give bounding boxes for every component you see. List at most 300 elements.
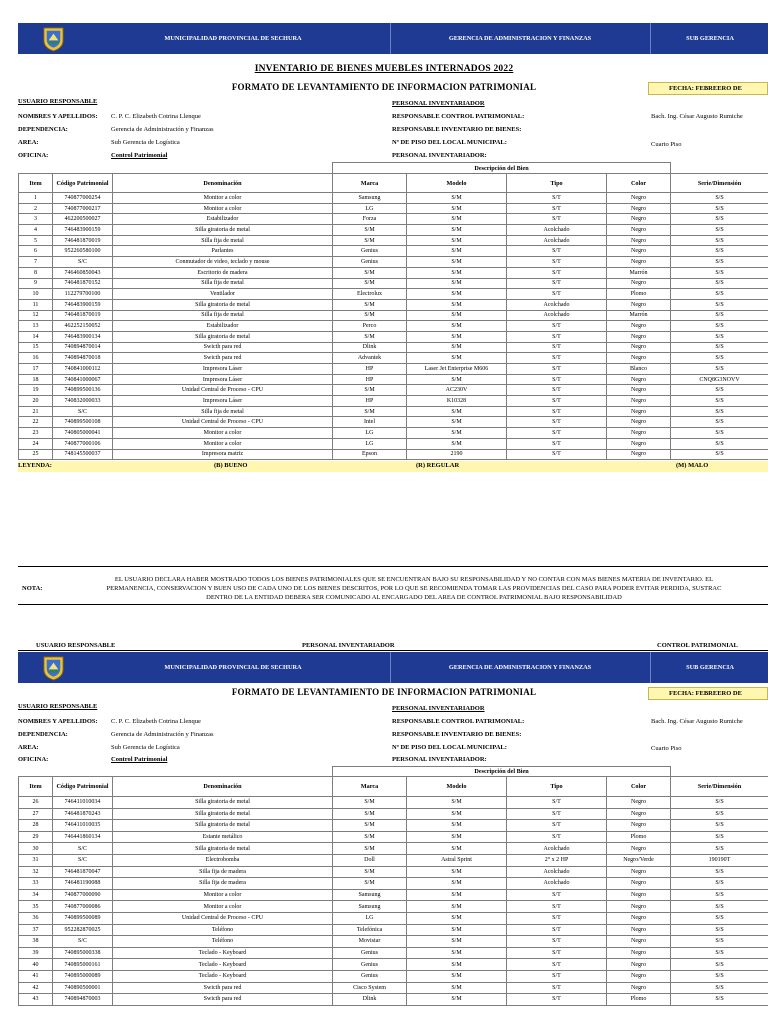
header-banner-2 [18,652,768,683]
table-cell: Samsung [333,901,407,913]
table-cell: S/M [407,235,507,246]
table-cell: Genius [333,246,407,257]
table-cell: 740895000089 [53,970,113,982]
table-cell: S/S [671,225,768,236]
table-cell: 740890500001 [53,982,113,994]
table-cell: S/M [333,225,407,236]
table-cell: S/C [53,406,113,417]
column-header: Código Patrimonial [53,174,113,193]
table-cell: Silla fija de madera [113,878,333,890]
table-row [19,924,768,936]
table-cell: S/M [407,374,507,385]
table-row [19,982,768,994]
table-cell: 41 [19,970,53,982]
table-cell: S/T [507,278,607,289]
table-cell: 746411010034 [53,797,113,809]
table-cell: Negro [607,843,671,855]
table-cell: Negro [607,353,671,364]
table-row [19,193,768,204]
dependencia-label: DEPENDENCIA: [18,126,68,133]
dependencia-value: Gerencia de Administración y Finanzas [111,731,214,738]
column-header: Modelo [407,777,507,797]
table-cell: 40 [19,959,53,971]
table-cell: 32 [19,866,53,878]
legend-label: LEYENDA: [18,462,52,469]
table-cell: S/M [407,901,507,913]
table-cell: S/S [671,831,768,843]
table-cell: S/M [407,193,507,204]
table-row [19,878,768,890]
table-cell: S/S [671,214,768,225]
table-cell: 740894870014 [53,342,113,353]
table-cell: Estabilizador [113,214,333,225]
table-cell: S/T [507,214,607,225]
table-cell: Samsung [333,889,407,901]
table-row [19,225,768,236]
table-cell: 740832000033 [53,396,113,407]
table-cell: 6 [19,246,53,257]
table-cell: Impresora matriz [113,449,333,460]
column-header: Item [19,777,53,797]
table-row [19,353,768,364]
table-cell: 34 [19,889,53,901]
table-cell: 740877000086 [53,901,113,913]
table-row [19,364,768,375]
column-header: Item [19,174,53,193]
table-row [19,901,768,913]
table-cell: S/S [671,267,768,278]
table-cell: S/S [671,417,768,428]
resp-inventario-label: RESPONSABLE INVENTARIO DE BIENES: [392,731,522,738]
table-cell: Negro [607,820,671,832]
legend-malo: (M) MALO [676,462,709,469]
table-cell: LG [333,912,407,924]
table-cell: S/S [671,193,768,204]
table-cell: Negro [607,982,671,994]
table-cell: 39 [19,947,53,959]
table-cell: Negro [607,385,671,396]
table-cell: 27 [19,808,53,820]
table-cell: S/M [407,982,507,994]
table-cell: HP [333,374,407,385]
table-cell: 38 [19,936,53,948]
table-cell: Plomo [607,994,671,1006]
table-cell: 11 [19,299,53,310]
piso-label: Nº DE PISO DEL LOCAL MUNICIPAL: [392,744,507,751]
table-cell: Acolchado [507,310,607,321]
table-cell: Negro [607,299,671,310]
table-cell: 23 [19,428,53,439]
table-cell: S/S [671,947,768,959]
table-cell: Silla fija de madera [113,866,333,878]
piso-label: Nº DE PISO DEL LOCAL MUNICIPAL: [392,139,507,146]
table-cell: Negro [607,449,671,460]
table-cell: S/S [671,364,768,375]
table-cell: 13 [19,321,53,332]
table-cell: 746481870152 [53,278,113,289]
table-cell: S/T [507,797,607,809]
table-cell: S/T [507,982,607,994]
column-header: Color [607,777,671,797]
table-cell: K10328 [407,396,507,407]
table-cell: 190190T [671,854,768,866]
table-cell: S/S [671,959,768,971]
table-cell: S/S [671,982,768,994]
table-cell: Negro [607,235,671,246]
table-row [19,820,768,832]
column-header: Marca [333,777,407,797]
table-cell: Telefónica [333,924,407,936]
table-cell: HP [333,364,407,375]
table-cell: Negro [607,257,671,268]
table-cell: S/C [53,854,113,866]
table-row [19,970,768,982]
table-cell: 462200500027 [53,214,113,225]
table-cell: Electrolux [333,289,407,300]
table-row [19,947,768,959]
table-cell: S/M [407,936,507,948]
table-row [19,289,768,300]
table-cell: S/M [407,417,507,428]
table-cell: 33 [19,878,53,890]
table-cell: Negro [607,901,671,913]
table-row [19,278,768,289]
table-cell: S/M [407,831,507,843]
table-cell: S/M [407,924,507,936]
table-cell: 740895000338 [53,947,113,959]
table-cell: 43 [19,994,53,1006]
table-cell: 740895000161 [53,959,113,971]
table-cell: Escritorio de madera [113,267,333,278]
table-cell: Estabilizador [113,321,333,332]
table-cell: S/M [407,246,507,257]
table-cell: Impresora Láser [113,396,333,407]
inventory-table-1 [18,162,768,460]
table-cell: Silla giratoria de metal [113,331,333,342]
table-row [19,257,768,268]
nombres-label: NOMBRES Y APELLIDOS: [18,113,98,120]
table-cell: 10 [19,289,53,300]
table-cell: Unidad Central de Proceso - CPU [113,912,333,924]
banner-subgerencia: SUB GERENCIA [686,35,734,42]
table-cell: Negro [607,866,671,878]
table-cell: 30 [19,843,53,855]
table-cell: S/T [507,428,607,439]
nota-line-3: DENTRO DE LA ENTIDAD DEBERA SER COMUNICADO AL ENCARGADO DEL AREA DE CONTROL PATRIMONIAL BAJO RESPONSABILIDAD [206,594,622,601]
table-cell: Negro [607,912,671,924]
table-cell: Acolchado [507,225,607,236]
table-cell: S/C [53,257,113,268]
table-cell: S/C [53,936,113,948]
table-cell: Silla giratoria de metal [113,225,333,236]
table-cell: 462252150052 [53,321,113,332]
table-cell: Blanco [607,364,671,375]
table-cell: S/M [333,820,407,832]
table-cell: CNQ8G3NOVV [671,374,768,385]
table-cell: S/M [407,438,507,449]
table-cell: S/M [407,214,507,225]
table-row [19,331,768,342]
table-cell: Forza [333,214,407,225]
table-row [19,385,768,396]
table-cell: Estante metálico [113,831,333,843]
area-label: AREA: [18,744,39,751]
signature-personal: PERSONAL INVENTARIADOR [302,642,395,649]
table-cell: S/S [671,203,768,214]
table-cell: S/S [671,924,768,936]
table-cell: 740899500089 [53,912,113,924]
oficina-value: Control Patrimonial [111,152,168,159]
table-cell: 2190 [407,449,507,460]
table-cell: Electrobomba [113,854,333,866]
table-cell: S/T [507,257,607,268]
table-cell: 12 [19,310,53,321]
table-cell: Negro [607,225,671,236]
table-cell: S/M [333,235,407,246]
table-cell: S/M [333,866,407,878]
oficina-label: OFICINA: [18,152,49,159]
table-cell: S/S [671,428,768,439]
fecha-box: FECHA: FEBREERO DE [648,82,768,95]
column-header: Serie/Dimensión [671,777,768,797]
table-cell: 740805000041 [53,428,113,439]
table-cell: Monitor a color [113,428,333,439]
table-cell: Swicth para red [113,982,333,994]
municipal-crest-icon [40,25,67,52]
table-cell: Silla fija de metal [113,235,333,246]
oficina-value: Control Patrimonial [111,756,168,763]
resp-control-value: Bach. Ing. César Augusto Rumiche [651,113,743,120]
table-cell: Genius [333,947,407,959]
table-row [19,912,768,924]
table-cell: 17 [19,364,53,375]
signature-control: CONTROL PATRIMONIAL [657,642,738,649]
table-cell: Advantek [333,353,407,364]
table-cell: S/M [407,797,507,809]
table-cell: S/M [407,342,507,353]
table-cell: S/S [671,866,768,878]
table-cell: Swicth para red [113,342,333,353]
table-cell: 740899500136 [53,385,113,396]
table-cell: Swicth para red [113,353,333,364]
table-cell: 740894870018 [53,353,113,364]
table-cell: Negro [607,396,671,407]
table-row [19,866,768,878]
table-row [19,854,768,866]
table-cell: Negro [607,203,671,214]
table-cell: 746481870243 [53,808,113,820]
table-cell: S/C [53,843,113,855]
table-cell: S/M [407,310,507,321]
banner-gerencia: GERENCIA DE ADMINISTRACION Y FINANZAS [448,35,592,42]
table-cell: S/S [671,289,768,300]
table-cell: S/M [407,267,507,278]
table-cell: Silla giratoria de metal [113,808,333,820]
table-cell: Unidad Central de Proceso - CPU [113,417,333,428]
table-row [19,797,768,809]
table-cell: Silla giratoria de metal [113,820,333,832]
table-cell: S/M [407,889,507,901]
resp-inventario-label: RESPONSABLE INVENTARIO DE BIENES: [392,126,522,133]
table-cell: 5 [19,235,53,246]
table-cell: Impresora Láser [113,374,333,385]
table-cell: Laser Jet Enterprise M606 [407,364,507,375]
table-cell: Epson [333,449,407,460]
table-cell: S/M [407,808,507,820]
legend-regular: (R) REGULAR [416,462,460,469]
table-row [19,831,768,843]
table-cell: 18 [19,374,53,385]
table-cell: 42 [19,982,53,994]
table-cell: S/S [671,299,768,310]
table-row [19,438,768,449]
table-cell: S/T [507,353,607,364]
table-cell: 746483900134 [53,331,113,342]
dependencia-label: DEPENDENCIA: [18,731,68,738]
column-header: Color [607,174,671,193]
area-value: Sub Gerencia de Logística [111,139,180,146]
table-cell: Silla fija de metal [113,310,333,321]
table-cell: S/T [507,406,607,417]
column-header: Modelo [407,174,507,193]
personal-inventariador-heading: PERSONAL INVENTARIADOR [392,100,485,107]
table-cell: S/S [671,901,768,913]
column-header: Denominación [113,777,333,797]
table-cell: S/S [671,246,768,257]
table-cell: S/M [407,878,507,890]
table-row [19,203,768,214]
table-cell: Negro [607,947,671,959]
table-row [19,889,768,901]
table-cell: S/M [407,406,507,417]
table-cell: Cisco System [333,982,407,994]
banner-municipality: MUNICIPALIDAD PROVINCIAL DE SECHURA [164,35,302,42]
page-subtitle: FORMATO DE LEVANTAMIENTO DE INFORMACION PATRIMONIAL [231,82,537,92]
table-cell: Teléfono [113,924,333,936]
table-cell: 24 [19,438,53,449]
table-cell: Impresora Láser [113,364,333,375]
table-cell: S/M [333,385,407,396]
table-cell: S/S [671,278,768,289]
table-cell: S/T [507,396,607,407]
table-cell: Negro [607,970,671,982]
nombres-value: C. P. C. Elizabeth Cotrina Llenque [111,113,201,120]
table-cell: S/S [671,331,768,342]
table-cell: S/T [507,901,607,913]
table-row [19,310,768,321]
table-row [19,396,768,407]
table-cell: Negro [607,959,671,971]
table-cell: 20 [19,396,53,407]
table-cell: 7 [19,257,53,268]
table-cell: Negro/Verde [607,854,671,866]
table-cell: S/T [507,947,607,959]
table-cell: S/S [671,797,768,809]
table-row [19,994,768,1006]
table-row [19,959,768,971]
column-header: Denominación [113,174,333,193]
table-cell: 35 [19,901,53,913]
table-row [19,417,768,428]
table-cell: Negro [607,889,671,901]
table-cell: Monitor a color [113,901,333,913]
table-cell: S/M [407,970,507,982]
table-cell: Negro [607,808,671,820]
table-cell: S/T [507,267,607,278]
table-row [19,843,768,855]
table-cell: S/T [507,438,607,449]
table-cell: S/T [507,924,607,936]
table-cell: S/T [507,385,607,396]
table-cell: S/M [407,321,507,332]
table-cell: 746483900159 [53,299,113,310]
table-cell: Negro [607,924,671,936]
table-cell: S/T [507,417,607,428]
table-cell: LG [333,428,407,439]
table-row [19,267,768,278]
table-cell: Monitor a color [113,203,333,214]
table-row [19,321,768,332]
table-cell: Negro [607,214,671,225]
table-cell: S/T [507,289,607,300]
table-cell: Marrón [607,267,671,278]
table-cell: Monitor a color [113,889,333,901]
table-cell: Plomo [607,831,671,843]
table-cell: S/T [507,203,607,214]
table-cell: 740877000254 [53,193,113,204]
table-cell: 746411010035 [53,820,113,832]
table-cell: S/T [507,374,607,385]
table-cell: 740877000217 [53,203,113,214]
resp-control-label: RESPONSABLE CONTROL PATRIMONIAL: [392,113,525,120]
table-row [19,808,768,820]
table-cell: S/T [507,364,607,375]
table-row [19,449,768,460]
table-cell: Acolchado [507,866,607,878]
header-banner-1 [18,23,768,54]
table-cell: Negro [607,278,671,289]
table-cell: Negro [607,331,671,342]
table-cell: 746481870047 [53,866,113,878]
table-cell: S/M [407,203,507,214]
table-cell: 19 [19,385,53,396]
table-cell: S/S [671,970,768,982]
table-cell: S/M [333,878,407,890]
table-cell: S/M [407,820,507,832]
table-cell: Movistar [333,936,407,948]
table-cell: 746460850043 [53,267,113,278]
table-cell: Negro [607,342,671,353]
table-cell: S/M [333,299,407,310]
table-cell: S/S [671,994,768,1006]
table-cell: S/T [507,321,607,332]
table-cell: S/T [507,889,607,901]
table-cell: 748145500037 [53,449,113,460]
table-cell: S/T [507,994,607,1006]
table-cell: Monitor a color [113,193,333,204]
table-cell: S/M [407,959,507,971]
table-cell: S/M [407,353,507,364]
table-cell: 746481190088 [53,878,113,890]
table-cell: Negro [607,438,671,449]
table-cell: S/M [407,912,507,924]
table-cell: 2° x 2 HP [507,854,607,866]
table-cell: S/S [671,808,768,820]
table-row [19,235,768,246]
table-cell: Teléfono [113,936,333,948]
table-cell: 746481870019 [53,235,113,246]
table-cell: Acolchado [507,235,607,246]
